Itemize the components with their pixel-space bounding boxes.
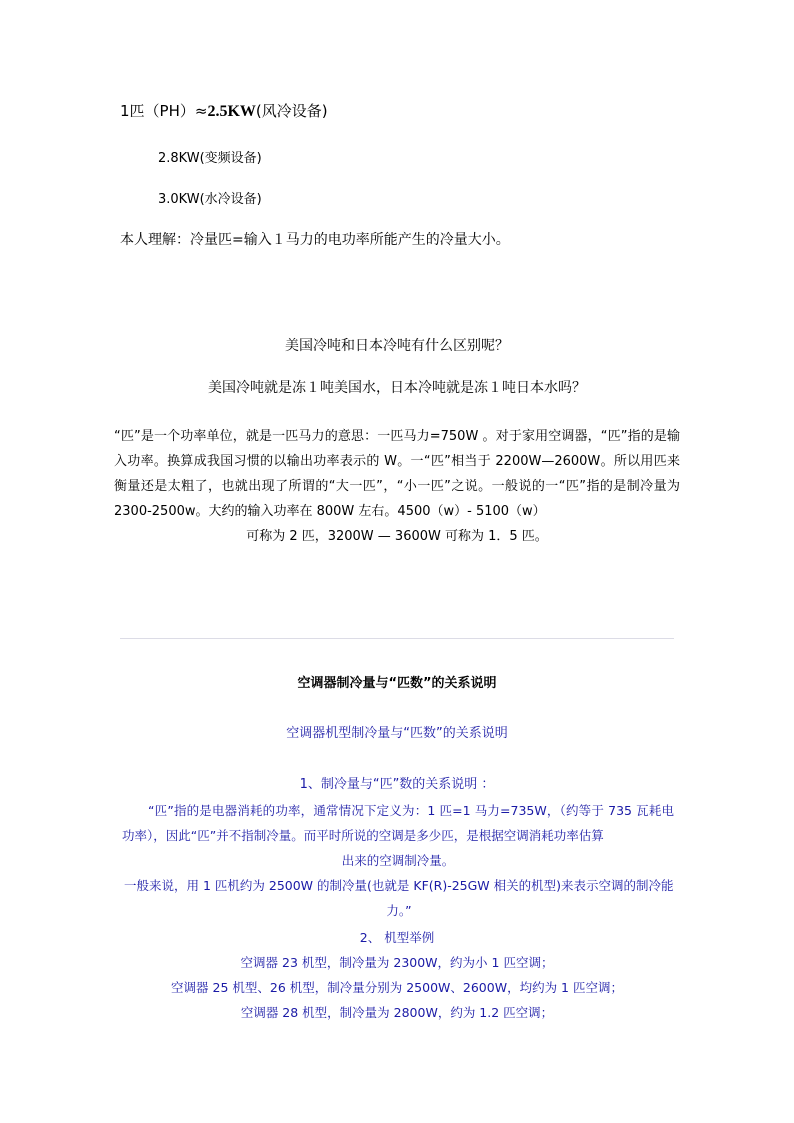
line-1-pa-to-kw (120, 100, 328, 121)
part-1-paragraph-2-body: 一般来说，用 1 匹机约为 2500W 的制冷量(也就是 KF(R)-25GW 相关的机型)来表示空调的制冷能 (124, 878, 674, 893)
line-1-prefix: 1匹（PH）≈ (120, 102, 208, 120)
section-subtitle: 空调器机型制冷量与“匹数”的关系说明 (286, 726, 508, 741)
section-title: 空调器制冷量与“匹数”的关系说明 (297, 676, 497, 691)
explanation-last-line: 可称为 2 匹，3200W — 3600W 可称为 1．5 匹。 (246, 529, 548, 544)
part-1-paragraph-1-body: “匹”指的是电器消耗的功率，通常情况下定义为：1 匹=1 马力=735W，（约等于 735 瓦耗电功率），因此“匹”并不指制冷量。而平时所说的空调是多少匹，是根据空调消耗功率估算 (122, 803, 674, 843)
line-4-understanding: 本人理解：冷量匹=输入１马力的电功率所能产生的冷量大小。 (120, 232, 510, 248)
part-1-paragraph-2-last: 力。” (386, 903, 412, 918)
line-2-inverter: 2.8KW(变频设备) (158, 151, 262, 166)
line-3-water-cooled: 3.0KW(水冷设备) (158, 192, 262, 207)
question-2: 美国冷吨就是冻１吨美国水，日本冷吨就是冻１吨日本水吗？ (208, 380, 586, 396)
section-divider (120, 638, 674, 639)
part-1-paragraph-2 (124, 873, 674, 923)
part-2-heading: 2、 机型举例 (359, 930, 435, 945)
part-1-paragraph-1 (122, 798, 674, 873)
line-1-value: 2.5KW (207, 103, 256, 120)
line-1-suffix: (风冷设备) (255, 102, 328, 120)
example-item: 空调器 23 机型，制冷量为 2300W，约为小 1 匹空调； (240, 955, 554, 970)
example-item: 空调器 28 机型，制冷量为 2800W，约为 1.2 匹空调； (240, 1005, 554, 1020)
explanation-paragraph (114, 424, 680, 549)
explanation-body: “匹”是一个功率单位，就是一匹马力的意思：一匹马力=750W 。对于家用空调器，“匹”指的是输入功率。换算成我国习惯的以输出功率表示的 W。一“匹”相当于 2200W—2600W。所以用匹来衡量还是太粗了，也就出现了所谓的“大一匹”，“小一匹”之说。一般说的一“匹”指的是制冷量为 2300-2500w。大约的输入功率在 800W 左右。4500（w）- 5100（w） (114, 429, 680, 519)
part-1-heading: 1、制冷量与“匹”数的关系说明 ： (299, 777, 495, 792)
example-item: 空调器 25 机型、26 机型，制冷量分别为 2500W、2600W，均约为 1 匹空调； (171, 980, 623, 995)
question-1: 美国冷吨和日本冷吨有什么区别呢？ (285, 338, 509, 354)
part-1-paragraph-1-last: 出来的空调制冷量。 (341, 853, 455, 868)
